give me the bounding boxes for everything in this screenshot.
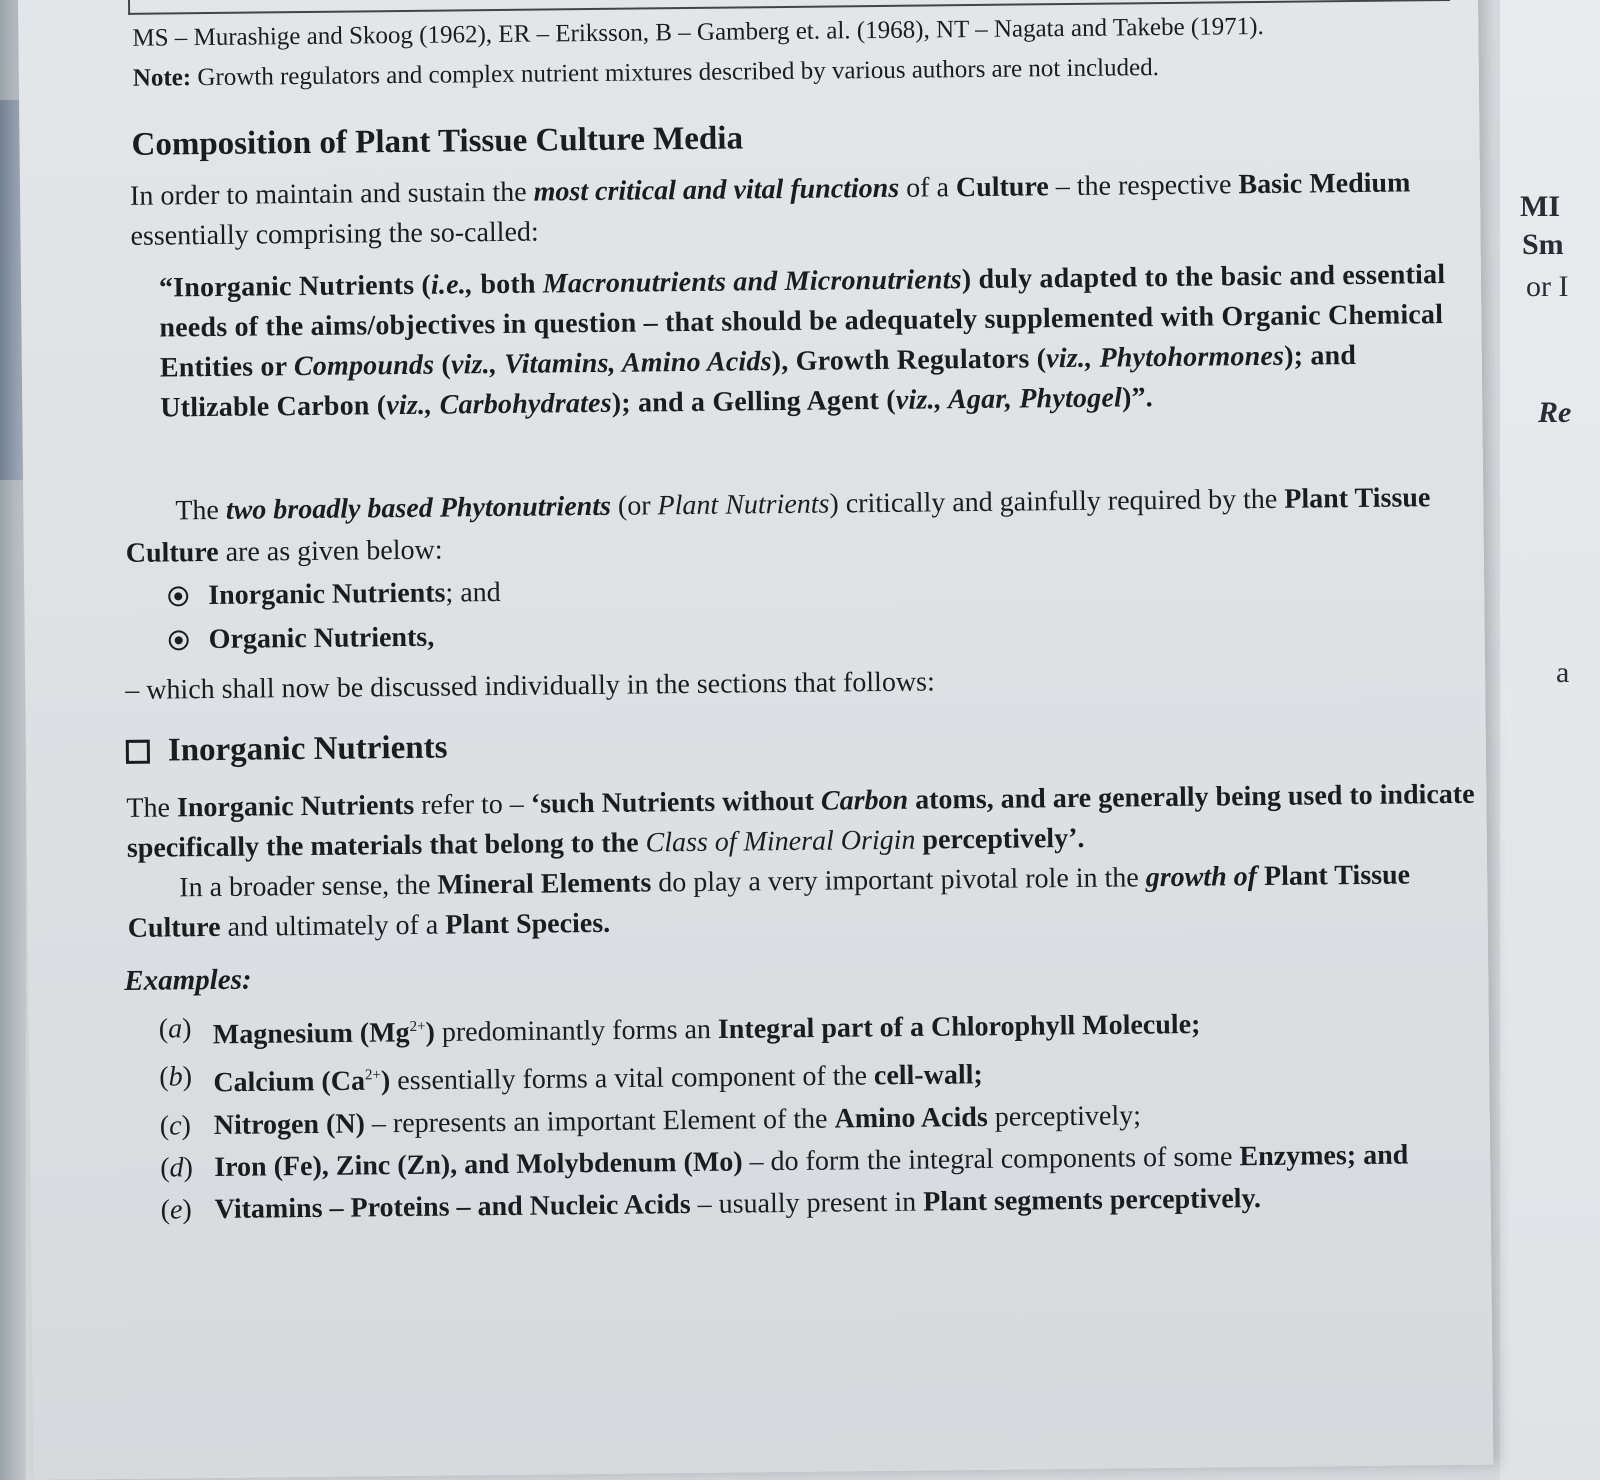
right-page <box>1500 0 1600 1480</box>
right-fragment-5: a <box>1556 656 1570 689</box>
mineral-elements-paragraph: In a broader sense, the Mineral Elements do play a very important pivotal role in the growth of Plant Tissue Culture and ultimately of a Plant Species. <box>127 859 1411 944</box>
phytonutrients-paragraph: The two broadly based Phytonutrients (or Plant Nutrients) critically and gainfully required by the Plant Tissue Culture are as given below: <box>125 482 1431 569</box>
example-item: ( e ) Vitamins – Proteins – and Nucleic Acids – usually present in Plant segments perceptively. <box>161 1179 1501 1227</box>
bullet-organic-nutrients: Organic Nutrients, <box>169 622 435 657</box>
inorganic-heading: Inorganic Nutrients <box>126 730 448 770</box>
table-note <box>133 54 1159 93</box>
right-fragment-4: Re <box>1538 396 1572 429</box>
inorganic-definition: The Inorganic Nutrients refer to – ‘such Nutrients without Carbon atoms, and are generally being used to indicate specifically the materials that belong to the Class of Mineral Origin perceptively’. <box>126 778 1475 864</box>
medium-definition-quote: “Inorganic Nutrients (i.e., both Macronutrients and Micronutrients) duly adapted to the basic and essential needs of the aims/objectives in question – that should be adequately supplemented with Organic Chemical Entities or Compounds (viz., Vitamins, Amino Acids), Growth Regulators (viz., Phytohormones); and Utlizable Carbon (viz., Carbohydrates); and a Gelling Agent (viz., Agar, Phytogel)”. <box>158 259 1446 424</box>
example-item: ( c ) Nitrogen (N) – represents an important Element of the Amino Acids perceptively; <box>160 1095 1500 1143</box>
right-fragment-3: or I <box>1526 270 1569 303</box>
abbreviations-line: MS – Murashige and Skoog (1962), ER – Eriksson, B – Gamberg et. al. (1968), NT – Nagata and Takebe (1971). <box>132 12 1264 52</box>
note-text: Growth regulators and complex nutrient mixtures described by various authors are not included. <box>190 54 1160 92</box>
right-fragment-2: Sm <box>1522 228 1564 261</box>
bullet-inorganic-nutrients: Inorganic Nutrients ; and <box>168 577 501 612</box>
example-item: ( a ) Magnesium $(Mg^{2+})$ predominantly forms an Integral part of a Chlorophyll Molecule; <box>159 999 1499 1053</box>
right-fragment-1: MI <box>1520 190 1560 223</box>
examples-heading: Examples: <box>124 963 252 997</box>
bullet-circle-icon <box>169 630 189 650</box>
note-label: Note: <box>132 64 192 92</box>
example-item: ( d ) Iron (Fe), Zinc (Zn), and Molybdenum (Mo) – do form the integral components of some Enzymes; and <box>160 1137 1500 1185</box>
example-item: ( b ) Calcium $(Ca^{2+})$ essentially forms a vital component of the cell-wall; <box>159 1047 1499 1101</box>
composition-heading: Composition of Plant Tissue Culture Media <box>131 120 744 163</box>
examples-list <box>159 999 1501 1236</box>
book-page <box>18 0 1493 1480</box>
bullet-circle-icon <box>168 586 188 606</box>
composition-intro: In order to maintain and sustain the most critical and vital functions of a Culture – the respective Basic Medium essentially comprising the so-called: <box>129 167 1411 252</box>
checkbox-square-icon <box>126 739 150 763</box>
discussion-transition: – which shall now be discussed individually in the sections that follows: <box>125 666 935 706</box>
